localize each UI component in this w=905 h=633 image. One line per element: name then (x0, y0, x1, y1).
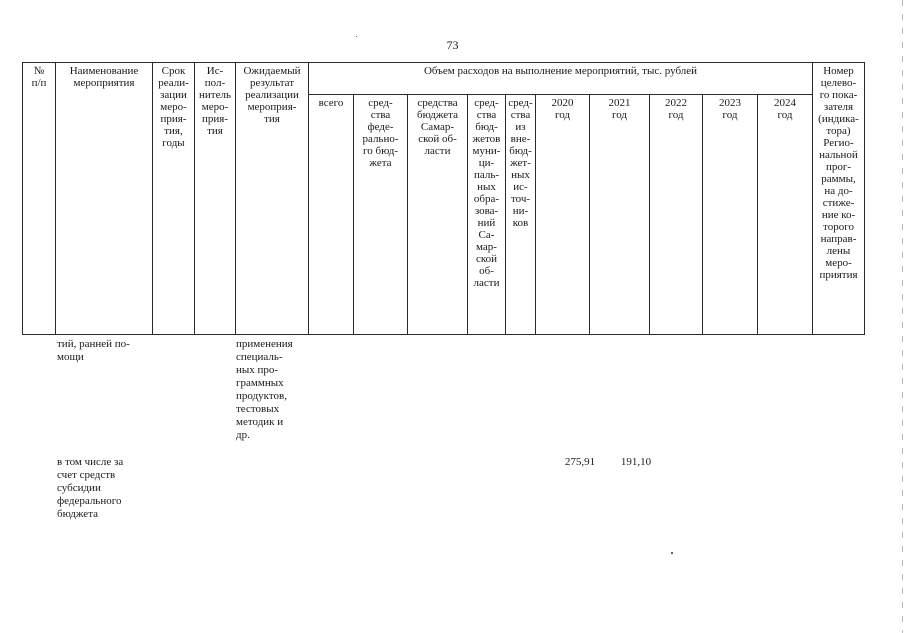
federal-row-name: в том числе за счет средств субсидии федерального бюджета (57, 456, 124, 520)
page-number: 73 (446, 38, 459, 52)
header-total: всего (309, 95, 354, 335)
scan-speck (356, 36, 357, 37)
header-2020: 2020 год (536, 95, 590, 335)
header-executor: Ис- пол- нитель меро- прия- тия (195, 63, 236, 335)
federal-row-2020: 275,91 (564, 456, 596, 468)
header-2022: 2022 год (650, 95, 703, 335)
header-name: Наименование мероприятия (56, 63, 153, 335)
scan-speck (671, 552, 673, 554)
header-2024: 2024 год (758, 95, 813, 335)
header-federal: сред- ства феде- рально- го бюд- жета (354, 95, 408, 335)
header-num: № п/п (23, 63, 56, 335)
header-indicator: Номер целево- го пока- зателя (индика- тора) Регио- нальной прог- раммы, на до- стиже- ние ко- торого направ- лены меро- приятия (813, 63, 865, 335)
continuation-result: применения специаль- ных про- граммных продуктов, тестовых методик и др. (236, 338, 293, 441)
header-2023: 2023 год (703, 95, 758, 335)
scan-edge (902, 0, 903, 633)
header-extrabudget: сред- ства из вне- бюд- жет- ных ис- точ- ни- ков (506, 95, 536, 335)
header-term: Срок реали- зации меро- прия- тия, годы (153, 63, 195, 335)
header-result: Ожидаемый результат реализации мероприя- тия (236, 63, 309, 335)
expenses-table-header (22, 62, 865, 335)
continuation-name: тий, ранней по- мощи (57, 338, 130, 363)
header-volume: Объем расходов на выполнение мероприятий, тыс. рублей (309, 63, 813, 95)
header-municipal: сред- ства бюд- жетов муни- ци- паль- ных обра- зова- ний Са- мар- ской об- ласти (468, 95, 506, 335)
header-regional: средства бюджета Самар- ской об- ласти (408, 95, 468, 335)
header-2021: 2021 год (590, 95, 650, 335)
federal-row-2021: 191,10 (620, 456, 652, 468)
